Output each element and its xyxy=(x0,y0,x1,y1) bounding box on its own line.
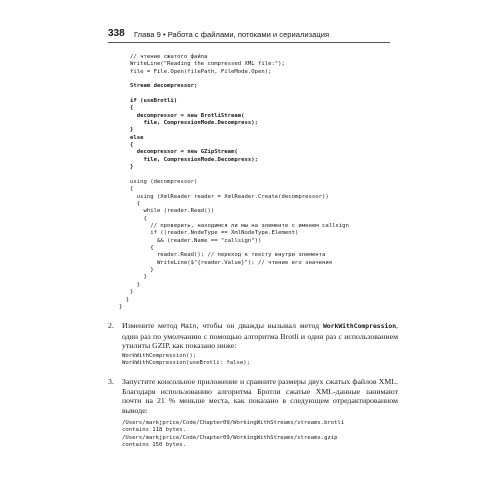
step-number: 3. xyxy=(108,377,114,386)
code-line: // проверить, находимся ли мы на элементе с именем callsign xyxy=(130,222,349,229)
step-text-part: Измените метод xyxy=(122,321,182,330)
code-line xyxy=(130,91,349,98)
code-line: } xyxy=(130,289,134,295)
code-line: WriteLine("Reading the compressed XML file:"); xyxy=(130,61,285,68)
code-line: WriteLine($"{reader.Value}"); // чтение его значения xyxy=(130,259,333,266)
code-line: reader.Read(); // переход к тексту внутри элемента xyxy=(130,252,326,259)
code-line: else xyxy=(130,134,144,141)
page-number: 338 xyxy=(108,28,125,39)
code-line: file = File.Open(filePath, FileMode.Open); xyxy=(130,68,272,75)
inline-code: Main xyxy=(181,322,197,330)
code-line xyxy=(130,76,349,83)
code-line: && (reader.Name == "callsign")) xyxy=(130,237,262,244)
code-line: // чтение сжатого файла xyxy=(130,54,208,60)
code-line: { xyxy=(130,105,134,112)
code-line: } xyxy=(130,281,141,288)
code-line: { xyxy=(130,215,147,222)
step-text xyxy=(122,321,398,351)
step-text-part: , чтобы он дважды вызывал метод xyxy=(196,321,323,330)
code-line: WorkWithCompression(useBrotli: false); xyxy=(122,360,250,367)
code-line: } xyxy=(130,164,134,171)
step-text: Запустите консольное приложение и сравните размеры двух сжатых файлов XML. Благодаря использованию алгоритма Бротли сжатые XML-данные занимают почти на 21 % меньше места, как показано в следующем отредактированном выводе: xyxy=(122,377,398,415)
code-line: } xyxy=(130,266,154,273)
code-line: while (reader.Read()) xyxy=(130,208,215,215)
code-block-decompress xyxy=(130,54,349,296)
step-text-part: , один раз по умолчанию с помощью алгоритма Brotli и один раз с использованием утилиты GZIP, как показано ниже: xyxy=(122,321,398,351)
code-line: decompressor = new GZipStream( xyxy=(130,149,238,156)
code-block-calls xyxy=(122,353,250,368)
inline-code: WorkWithCompression xyxy=(322,322,397,330)
code-line: { xyxy=(130,244,154,251)
code-block-closing-braces xyxy=(119,297,129,312)
code-line: } xyxy=(119,297,130,303)
code-line: WorkWithCompression(); xyxy=(122,353,197,359)
step-number: 2. xyxy=(108,321,114,330)
code-line: file, CompressionMode.Decompress); xyxy=(130,120,258,127)
code-line: /Users/markjprice/Code/Chapter09/WorkingWithStreams/streams.brotli xyxy=(122,420,345,426)
code-block-output xyxy=(122,420,344,449)
code-line: if (useBrotli) xyxy=(130,98,178,105)
code-line: contains 150 bytes. xyxy=(122,442,186,449)
code-line xyxy=(130,172,349,179)
code-line: { xyxy=(130,200,141,207)
page-header xyxy=(108,28,390,40)
code-line: { xyxy=(130,142,134,149)
code-line: Stream decompressor; xyxy=(130,83,198,90)
code-line: file, CompressionMode.Decompress); xyxy=(130,156,258,163)
header-rule xyxy=(108,42,390,43)
code-line: if ((reader.NodeType == XmlNodeType.Element) xyxy=(130,230,299,237)
code-line: { xyxy=(130,186,134,193)
code-line: /Users/markjprice/Code/Chapter09/WorkingWithStreams/streams.gzip xyxy=(122,434,338,441)
code-line: using (XmlReader reader = XmlReader.Create(decompressor)) xyxy=(130,193,329,200)
code-line: } xyxy=(130,127,134,134)
code-line: } xyxy=(119,304,123,311)
code-line: } xyxy=(130,274,147,281)
code-line: decompressor = new BrotliStream( xyxy=(130,112,245,119)
code-line: contains 118 bytes. xyxy=(122,427,186,434)
code-line: using (decompressor) xyxy=(130,178,198,185)
chapter-title: Глава 9 • Работа с файлами, потоками и сериализация xyxy=(134,30,330,39)
